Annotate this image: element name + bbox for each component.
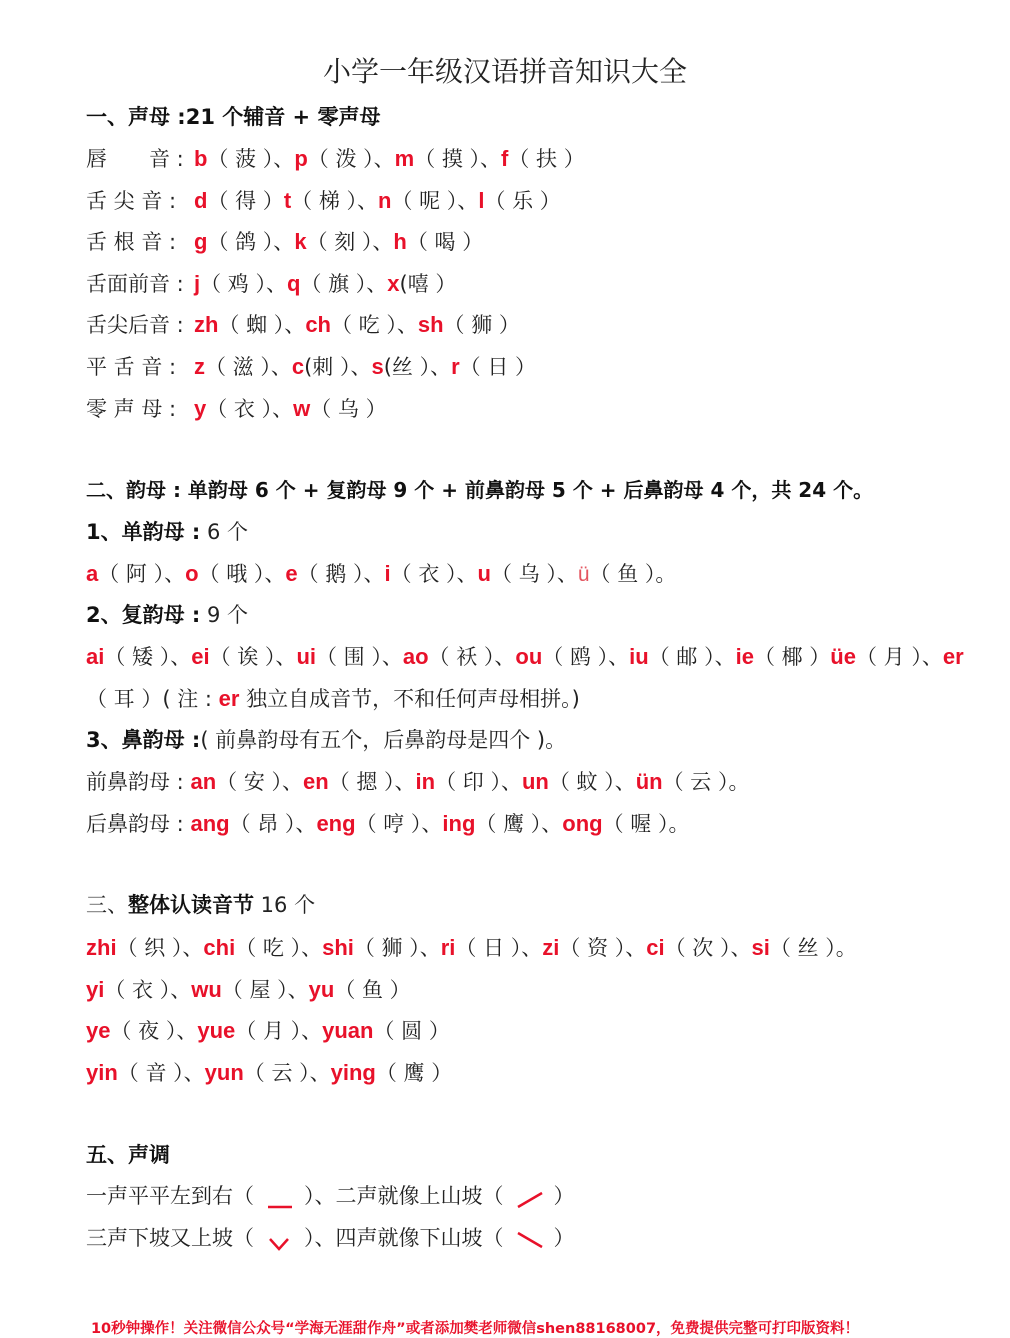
single-finals-count: 6 个 xyxy=(200,520,249,544)
section-3-prefix: 三、 xyxy=(86,893,128,917)
compound-final-pinyin: iu xyxy=(629,644,649,669)
front-nasal-pinyin: ün xyxy=(635,769,663,794)
initial-hanzi: （ 狮 ） xyxy=(443,313,520,338)
section-3-title: 整体认读音节 xyxy=(128,893,254,917)
compound-final-pinyin: ie xyxy=(735,644,754,669)
compound-final-hanzi: （ 月 ）、 xyxy=(855,645,943,669)
whole-syllable-pinyin: yue xyxy=(197,1018,236,1044)
initial-hanzi: （ 呢 ）、 xyxy=(391,188,479,213)
note-suffix: 独立自成音节，不和任何声母相拼。) xyxy=(239,687,580,711)
single-finals-label: 1、单韵母 : xyxy=(86,520,201,544)
compound-final-pinyin: er xyxy=(942,644,964,669)
initials-row-label: 舌 尖 音 : xyxy=(86,188,177,213)
initial-pinyin: q xyxy=(286,270,301,296)
single-final-pinyin: u xyxy=(477,561,491,586)
initial-hanzi: （ 摸 ）、 xyxy=(414,147,502,171)
whole-syllable-pinyin: ri xyxy=(440,935,456,960)
initial-pinyin: r xyxy=(451,354,460,379)
initial-hanzi: （ 菠 ）、 xyxy=(207,147,295,171)
initial-pinyin: t xyxy=(283,187,292,213)
tone-row-1 xyxy=(86,1185,575,1209)
single-final-pinyin: ü xyxy=(577,563,590,586)
single-finals-title xyxy=(86,522,248,543)
front-nasal-pinyin: en xyxy=(303,769,329,794)
compound-final-pinyin: üe xyxy=(830,644,856,669)
compound-finals-row xyxy=(86,646,964,668)
initials-row-label: 舌面前音 : xyxy=(86,271,184,296)
compound-final-pinyin: ui xyxy=(296,644,316,669)
single-final-hanzi: （ 鱼 ）。 xyxy=(589,562,677,586)
compound-final-hanzi: （ 诶 ）、 xyxy=(209,645,297,669)
compound-finals-count: 9 个 xyxy=(200,603,249,627)
whole-syllable-pinyin: ye xyxy=(86,1018,111,1044)
whole-syllable-pinyin: wu xyxy=(191,976,222,1002)
initial-hanzi: （ 蜘 ）、 xyxy=(218,313,306,338)
whole-syllable-pinyin: yin xyxy=(86,1059,118,1085)
whole-syllable-row xyxy=(86,1059,453,1085)
tone-1-mark xyxy=(254,1185,304,1209)
initial-hanzi: （ 鸽 ）、 xyxy=(207,230,295,255)
whole-syllable-row xyxy=(86,1020,450,1042)
section-1-heading: 一、声母 :21 个辅音 + 零声母 xyxy=(86,105,381,129)
initial-pinyin: h xyxy=(393,229,407,255)
initial-pinyin: w xyxy=(293,395,311,421)
whole-syllable-hanzi: （ 屋 ）、 xyxy=(221,977,309,1002)
initial-pinyin: l xyxy=(478,187,485,213)
initial-hanzi: （ 旗 ）、 xyxy=(300,271,388,296)
initial-hanzi: （ 喝 ） xyxy=(406,230,484,255)
single-final-hanzi: （ 衣 ）、 xyxy=(390,562,478,586)
whole-syllable-hanzi: （ 圆 ） xyxy=(373,1019,450,1044)
back-nasal-pinyin: ang xyxy=(190,811,230,836)
initial-hanzi: （ 梯 ）、 xyxy=(291,188,378,213)
initial-pinyin: x xyxy=(387,270,400,296)
whole-syllable-pinyin: ci xyxy=(646,935,665,960)
compound-note xyxy=(86,688,580,710)
single-final-pinyin: a xyxy=(86,561,99,586)
initial-hanzi: （ 吃 ）、 xyxy=(331,313,418,338)
whole-syllable-hanzi: （ 夜 ）、 xyxy=(110,1019,198,1044)
initial-pinyin: c xyxy=(291,354,305,379)
back-nasal-label: 后鼻韵母 : xyxy=(86,812,184,836)
whole-syllable-hanzi: （ 月 ）、 xyxy=(235,1019,323,1044)
compound-final-pinyin: ei xyxy=(191,644,210,669)
tone-3-text: 三声下坡又上坡（ xyxy=(86,1226,254,1250)
initial-hanzi: （ 扶 ） xyxy=(508,147,585,171)
compound-final-hanzi: （ 围 ）、 xyxy=(316,645,403,669)
initials-row xyxy=(86,314,520,336)
whole-syllable-hanzi: （ 次 ）、 xyxy=(664,936,752,960)
front-nasal-hanzi: （ 云 ）。 xyxy=(662,770,750,794)
front-nasal-hanzi: （ 蚊 ）、 xyxy=(548,770,636,794)
section-5-heading: 五、声调 xyxy=(86,1143,170,1167)
initials-row xyxy=(86,231,483,253)
tone-4-text: 四声就像下山坡（ xyxy=(335,1226,504,1250)
whole-syllable-hanzi: （ 织 ）、 xyxy=(116,936,204,960)
initial-pinyin: z xyxy=(194,354,205,379)
initial-hanzi: （ 乐 ） xyxy=(484,188,561,213)
whole-syllable-pinyin: yi xyxy=(86,976,105,1002)
tone-4-close: ） xyxy=(553,1226,575,1250)
whole-syllable-hanzi: （ 狮 ）、 xyxy=(353,936,441,960)
front-nasal-label: 前鼻韵母 : xyxy=(86,770,184,794)
whole-syllable-hanzi: （ 云 ）、 xyxy=(243,1060,331,1085)
initials-row-label: 舌 根 音 : xyxy=(86,230,177,255)
whole-syllable-hanzi: （ 日 ）、 xyxy=(455,936,543,960)
whole-syllable-pinyin: yun xyxy=(204,1059,244,1085)
whole-syllable-hanzi: （ 音 ）、 xyxy=(117,1060,205,1085)
initial-hanzi: （ 得 ） xyxy=(207,188,284,213)
initial-hanzi: （ 乌 ） xyxy=(310,396,387,421)
initial-pinyin: b xyxy=(194,146,208,171)
front-nasal-pinyin: an xyxy=(190,769,217,794)
single-final-hanzi: （ 鹅 ）、 xyxy=(297,562,385,586)
tone-2-text: 二声就像上山坡（ xyxy=(335,1184,504,1208)
nasal-finals-title xyxy=(86,730,566,751)
note-er: er xyxy=(218,686,240,711)
tone-3-mark xyxy=(254,1227,304,1251)
back-nasal-row xyxy=(86,813,689,835)
whole-syllable-pinyin: yu xyxy=(308,976,335,1002)
tone-row-2 xyxy=(86,1227,575,1251)
compound-final-hanzi: （ 矮 ）、 xyxy=(104,645,192,669)
section-3-heading xyxy=(86,895,315,916)
initial-pinyin: sh xyxy=(417,312,444,338)
initial-pinyin: p xyxy=(294,146,308,171)
back-nasal-pinyin: eng xyxy=(316,811,356,836)
initial-pinyin: m xyxy=(394,146,415,171)
initials-row-label: 唇 音 : xyxy=(86,147,184,171)
front-nasal-hanzi: （ 摁 ）、 xyxy=(328,770,416,794)
initial-pinyin: f xyxy=(501,146,509,171)
initial-pinyin: j xyxy=(194,270,201,296)
whole-syllable-pinyin: si xyxy=(751,935,770,960)
initial-hanzi: (丝 ）、 xyxy=(383,355,452,379)
initials-row xyxy=(86,356,536,378)
initial-hanzi: (嘻 ） xyxy=(399,271,457,296)
back-nasal-pinyin: ing xyxy=(442,811,476,836)
initial-hanzi: （ 滋 ）、 xyxy=(205,355,292,379)
compound-final-hanzi: （ 邮 ）、 xyxy=(648,645,736,669)
compound-final-pinyin: ai xyxy=(86,644,105,669)
back-nasal-hanzi: （ 哼 ）、 xyxy=(355,812,443,836)
back-nasal-hanzi: （ 鹰 ）、 xyxy=(475,812,563,836)
back-nasal-hanzi: （ 昂 ）、 xyxy=(229,812,317,836)
initials-row xyxy=(86,187,561,213)
initial-hanzi: （ 刻 ）、 xyxy=(306,230,394,255)
section-3-count: 16 个 xyxy=(254,893,316,917)
initial-pinyin: k xyxy=(294,229,307,255)
compound-finals-label: 2、复韵母 : xyxy=(86,603,201,627)
initial-pinyin: s xyxy=(371,354,384,379)
compound-final-pinyin: ou xyxy=(515,644,543,669)
whole-syllable-pinyin: shi xyxy=(322,935,354,960)
front-nasal-hanzi: （ 安 ）、 xyxy=(216,770,303,794)
back-nasal-hanzi: （ 喔 ）。 xyxy=(602,812,690,836)
tone-1-close: ）、 xyxy=(304,1184,336,1208)
whole-syllable-pinyin: yuan xyxy=(322,1018,374,1044)
initial-pinyin: d xyxy=(194,187,208,213)
initials-row xyxy=(86,270,457,296)
whole-syllable-hanzi: （ 鱼 ） xyxy=(334,977,411,1002)
whole-syllable-hanzi: （ 丝 ）。 xyxy=(769,936,857,960)
front-nasal-pinyin: in xyxy=(415,769,436,794)
whole-syllable-hanzi: （ 资 ）、 xyxy=(559,936,647,960)
single-final-hanzi: （ 哦 ）、 xyxy=(198,562,286,586)
front-nasal-pinyin: un xyxy=(521,769,549,794)
initials-row-label: 零 声 母 : xyxy=(86,396,177,421)
initial-pinyin: y xyxy=(194,395,207,421)
whole-syllable-row xyxy=(86,937,857,959)
initial-pinyin: g xyxy=(194,229,208,255)
initial-hanzi: （ 日 ） xyxy=(459,355,537,379)
single-final-pinyin: o xyxy=(185,561,199,586)
nasal-finals-desc: ( 前鼻韵母有五个，后鼻韵母是四个 )。 xyxy=(200,728,567,752)
whole-syllable-hanzi: （ 鹰 ） xyxy=(375,1060,453,1085)
back-nasal-pinyin: ong xyxy=(562,811,603,836)
whole-syllable-hanzi: （ 衣 ）、 xyxy=(104,977,192,1002)
whole-syllable-pinyin: ying xyxy=(330,1059,376,1085)
compound-final-pinyin: ao xyxy=(402,644,429,669)
single-final-pinyin: i xyxy=(384,561,391,586)
whole-syllable-row xyxy=(86,976,411,1002)
tone-1-text: 一声平平左到右（ xyxy=(86,1184,254,1208)
note-prefix: （ 耳 ）( 注 : xyxy=(86,687,219,711)
front-nasal-row xyxy=(86,771,749,793)
initial-hanzi: （ 泼 ）、 xyxy=(307,147,395,171)
footer-note: 10秒钟操作！关注微信公众号“学海无涯甜作舟”或者添加樊老师微信shen88168007，免费提供完整可打印版资料！ xyxy=(90,1321,860,1337)
whole-syllable-pinyin: chi xyxy=(203,935,236,960)
single-final-pinyin: e xyxy=(285,561,298,586)
initials-row-label: 平 舌 音 : xyxy=(86,355,177,379)
compound-final-hanzi: （ 袄 ）、 xyxy=(428,645,516,669)
initial-pinyin: n xyxy=(378,187,392,213)
whole-syllable-pinyin: zi xyxy=(542,935,560,960)
page-title: 小学一年级汉语拼音知识大全 xyxy=(322,55,687,88)
single-final-hanzi: （ 阿 ）、 xyxy=(98,562,186,586)
initial-hanzi: (刺 ）、 xyxy=(304,355,372,379)
tone-4-mark xyxy=(504,1227,554,1251)
initials-row-label: 舌尖后音 : xyxy=(86,313,184,338)
tone-2-close: ） xyxy=(553,1184,575,1208)
compound-finals-title xyxy=(86,605,248,626)
single-final-hanzi: （ 乌 ）、 xyxy=(490,562,578,586)
front-nasal-hanzi: （ 印 ）、 xyxy=(435,770,522,794)
whole-syllable-pinyin: zhi xyxy=(86,935,117,960)
initial-hanzi: （ 鸡 ）、 xyxy=(200,271,287,296)
section-2-heading: 二、韵母 : 单韵母 6 个 + 复韵母 9 个 + 前鼻韵母 5 个 + 后鼻韵母 4 个，共 24 个。 xyxy=(86,478,874,502)
initial-hanzi: （ 衣 ）、 xyxy=(206,396,294,421)
initials-row xyxy=(86,148,585,170)
whole-syllable-hanzi: （ 吃 ）、 xyxy=(235,936,323,960)
compound-final-hanzi: （ 椰 ） xyxy=(753,645,831,669)
tone-2-mark xyxy=(504,1185,554,1209)
single-finals-row xyxy=(86,563,676,585)
compound-final-hanzi: （ 鸥 ）、 xyxy=(542,645,630,669)
tone-3-close: ）、 xyxy=(304,1226,336,1250)
initial-pinyin: ch xyxy=(305,312,331,338)
nasal-finals-label: 3、鼻韵母 : xyxy=(86,728,201,752)
initials-row xyxy=(86,395,387,421)
initial-pinyin: zh xyxy=(194,312,219,338)
